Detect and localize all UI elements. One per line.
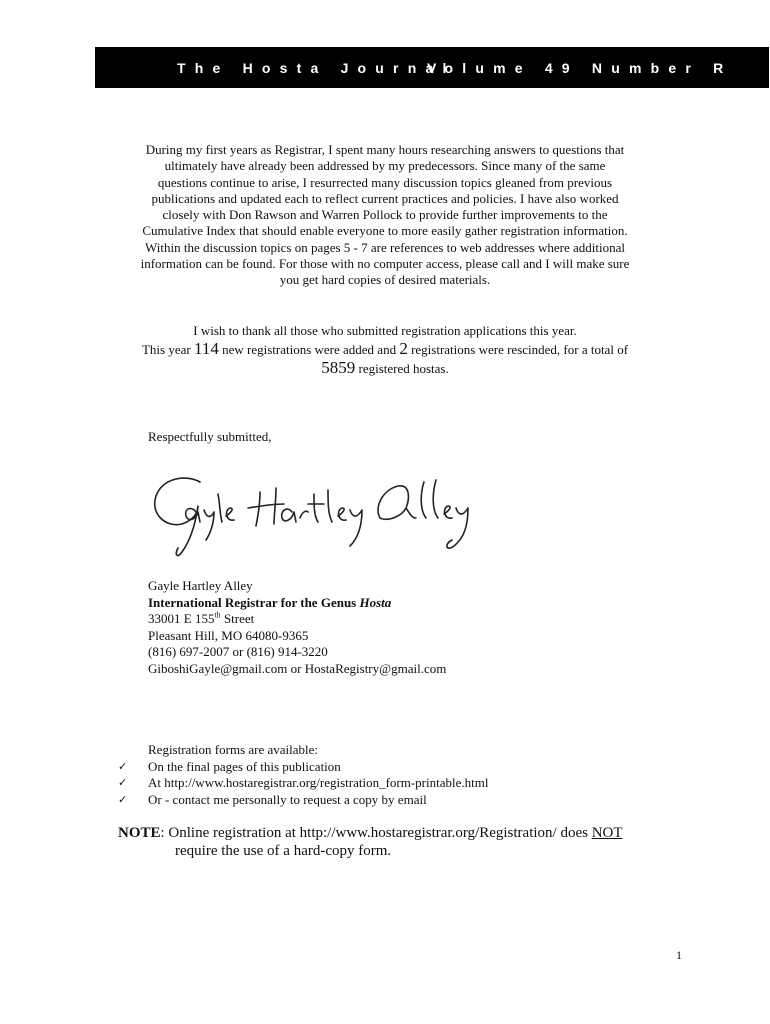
list-item <box>118 775 488 792</box>
note-emphasis: NOT <box>591 825 623 841</box>
street-word: Street <box>220 611 255 627</box>
list-item <box>118 792 488 809</box>
contact-role <box>148 595 446 612</box>
journal-title: The Hosta Journal <box>177 60 456 76</box>
checkmark-icon: ✓ <box>118 792 128 806</box>
contact-street <box>148 611 446 628</box>
contact-city: Pleasant Hill, MO 64080-9365 <box>148 627 309 643</box>
list-item-text: Or - contact me personally to request a copy by email <box>148 791 427 807</box>
online-registration-note <box>118 825 623 860</box>
role-text: International Registrar for the Genus <box>148 594 360 610</box>
page-number: 1 <box>676 948 682 962</box>
total-count: 5859 <box>321 358 356 377</box>
stats-text: new registrations were added and <box>218 342 400 357</box>
journal-header-bar <box>95 47 769 88</box>
list-item-text: At http://www.hostaregistrar.org/registration_form-printable.html <box>148 775 489 791</box>
list-item-text: On the final pages of this publication <box>148 758 341 774</box>
closing-salutation: Respectfully submitted, <box>148 429 272 444</box>
contact-phone: (816) 697-2007 or (816) 914-3220 <box>148 644 328 660</box>
note-text: : Online registration at http://www.hostaregistrar.org/Registration/ does <box>160 825 592 841</box>
note-line <box>118 825 623 843</box>
note-label: NOTE <box>118 825 161 841</box>
checkmark-icon: ✓ <box>118 776 128 790</box>
street-number: 33001 E 155 <box>148 611 215 627</box>
contact-name: Gayle Hartley Alley <box>148 578 253 593</box>
forms-heading: Registration forms are available: <box>148 742 319 757</box>
registration-stats <box>140 340 630 378</box>
intro-paragraph: During my first years as Registrar, I spent many hours researching answers to questions that ultimately have already been addressed by my predecessors. Since many of the same questions continue to arise, I resurrected many discussion topics gleaned from previous publications and updated each to reflect current practices and policies. I have also worked closely with Don Rawson and Warren Pollock to provide further improvements to the Cumulative Index that should enable everyone to more easily gather registration information. Within the discussion topics on pages 5 - 7 are references to web addresses where additional information can be found. For those with no computer access, please call and I will make sure you get hard copies of desired materials. <box>140 142 630 288</box>
rescinded-count: 2 <box>399 339 408 358</box>
street-ordinal: th <box>214 610 221 620</box>
contact-block <box>148 578 446 678</box>
stats-text: This year <box>141 342 194 357</box>
thanks-paragraph <box>140 322 630 378</box>
journal-volume: Volume 49 Number R <box>427 60 733 76</box>
stats-text: registered hostas. <box>355 361 449 376</box>
role-genus: Hosta <box>359 594 392 610</box>
new-registrations-count: 114 <box>193 339 219 358</box>
registration-forms-list <box>118 742 488 808</box>
handwritten-signature <box>148 468 498 560</box>
note-continuation: require the use of a hard-copy form. <box>175 842 392 859</box>
thanks-line: I wish to thank all those who submitted registration applications this year. <box>193 323 577 338</box>
stats-text: registrations were rescinded, for a total of <box>407 342 629 357</box>
checkmark-icon: ✓ <box>118 759 128 773</box>
list-item <box>118 759 488 776</box>
contact-email: GiboshiGayle@gmail.com or HostaRegistry@gmail.com <box>148 660 447 676</box>
